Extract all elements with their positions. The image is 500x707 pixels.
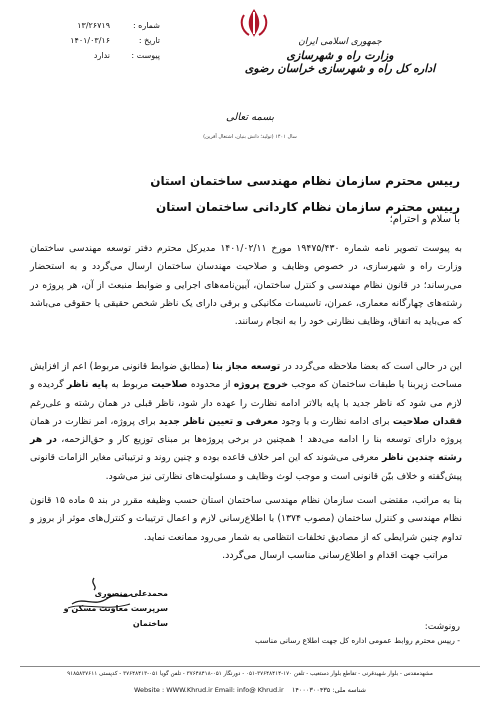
basmala: بسمه تعالی bbox=[225, 112, 275, 123]
org-line-3: اداره کل راه و شهرسازی خراسان رضوی bbox=[244, 62, 436, 75]
p2-text-g: مربوط به bbox=[108, 379, 152, 391]
reference-meta bbox=[20, 18, 160, 63]
footer-address: مشهدمقدس - بلوار شهیدقرنی - تقاطع بلوار دستغیب - تلفن ۱۷۰-۳۷۶۴۸۴۱۴-۰۵۱ - دورنگار ۰۵۱-۳۷۶۴۸۴۱۸ - تلفن گویا ۰۵۱-۳۷۶۴۸۴۱۳ - کدپستی ۹۱۸۵۸۳۷۶۱۱ bbox=[67, 671, 433, 677]
org-line-1: جمهوری اسلامی ایران bbox=[298, 37, 382, 47]
footer-national-id: شناسه ملی: ۱۴۰۰۰۳۰۰۴۳۵ bbox=[291, 686, 366, 694]
signer-title: سرپرست معاونت مسکن و ساختمان bbox=[63, 604, 168, 628]
p2-text-o: معرفی می‌شوند که این امر خلاف قاعده بوده و چنین روند و ترتیباتی مغایر الزامات قانونی پیش‌گفته و خلاف بیّن قانونی است و موجب لوث وظایف و مسئولیت‌های نظارتی نیز می‌شود. bbox=[30, 452, 462, 482]
year-motto: سال ۱۴۰۱ (تولید؛ دانش بنیان، اشتغال آفرین) bbox=[203, 134, 297, 140]
p2-bold-lack-of-competence: فقدان صلاحیت bbox=[392, 415, 463, 427]
attachment-row bbox=[20, 48, 160, 63]
letter-date-label: تاریخ : bbox=[138, 36, 160, 45]
recipients bbox=[40, 168, 460, 220]
paragraph-2 bbox=[30, 358, 462, 486]
p2-text-i: گردیده و لازم می شود که ناظر جدید با پایه بالاتر ادامه نظارت را عهده دار شود، ناظر قبلی در همان رشته و علی‌رغم bbox=[30, 379, 462, 409]
recipient-1: رییس محترم سازمان نظام مهندسی ساختمان استان bbox=[150, 174, 460, 188]
p2-bold-competence: صلاحیت bbox=[151, 379, 188, 391]
letter-number-label: شماره : bbox=[132, 21, 160, 30]
number-row bbox=[20, 18, 160, 33]
closing-line: مراتب جهت اقدام و اطلاع‌رسانی مناسب ارسال می‌گردد. bbox=[222, 550, 448, 561]
attachment-label: پیوست : bbox=[131, 51, 160, 60]
footer-divider bbox=[20, 666, 480, 667]
org-line-2: وزارت راه و شهرسازی bbox=[286, 49, 394, 62]
iran-emblem-icon bbox=[237, 6, 271, 40]
signer-block bbox=[48, 586, 168, 631]
p2-bold-project-exit: خروج پروژه bbox=[233, 379, 289, 391]
p2-bold-development: توسعه مجاز بنا bbox=[212, 361, 281, 372]
footer-contact bbox=[14, 686, 486, 694]
greeting: با سلام و احترام؛ bbox=[389, 214, 460, 225]
paragraph-1: به پیوست تصویر نامه شماره ۱۹۴۷۵/۴۳۰ مورخ ۱۴۰۱/۰۲/۱۱ مدیرکل محترم دفتر توسعه مهندسی ساختمان وزارت راه و شهرسازی، در خصوص وظایف و صلاحیت مهندسان ساختمان ارسال می‌گردد و به استحضار می‌رساند؛ در قانون نظام مهندسی و کنترل ساختمان، آیین‌نامه‌های اجرایی و ضوابط منبعث از آن، هر پروژه در رشته‌های چهارگانه معماری، عمران، تاسیسات مکانیکی و برقی دارای یک ناظر شخص حقیقی یا حقوقی می‌باشد که می‌باید به اتفاق، وظایف نظارتی خود را به انجام رسانند. bbox=[30, 243, 463, 328]
attachment-value: ندارد bbox=[93, 51, 110, 60]
p2-bold-new-supervisor: معرفی و تعیین ناظر جدید bbox=[158, 415, 279, 427]
copy-label: رونوشت: bbox=[424, 622, 460, 632]
signer-name: محمدعلی منصوری bbox=[94, 589, 168, 598]
p2-bold-supervisor-grade: پایه ناظر bbox=[66, 379, 109, 391]
letter-number: ۱۳/۲۶۷۱۹ bbox=[77, 21, 110, 30]
paragraph-3: بنا به مراتب، مقتضی است سازمان نظام مهندسی ساختمان استان حسب وظیفه مقرر در بند ۵ ماده ۱۵ قانون نظام مهندسی و کنترل ساختمان (مصوب ۱۳۷۴) با اطلاع‌رسانی لازم و اعمال ترتیبات و کنترل‌های موثر از بروز و تداوم چنین شرایطی که از مصادیق تخلفات انتظامی به شمار می‌رود ممانعت نماید. bbox=[30, 495, 463, 543]
p2-text-c: (مطابق ضوابط قانونی مربوط) اعم از افزایش مساحت زیربنا یا طبقات ساختمان که موجب bbox=[30, 361, 462, 391]
recipient-2: رییس محترم سازمان نظام کاردانی ساختمان استان bbox=[156, 200, 460, 214]
letter-date: ۱۴۰۱/۰۳/۱۶ bbox=[70, 36, 110, 45]
p2-text-a: این در حالی است که بعضا ملاحظه می‌گردد در bbox=[280, 361, 462, 372]
p2-bold-multiple-supervisors: در هر رشته چندین ناظر bbox=[30, 434, 462, 464]
p2-text-m: برای پروژه، امر نظارت در همان پروژه دارای توسعه بنا را ادامه می‌دهد ! همچنین در برخی پروژه‌ها بر مبنای توزیع کار و حق‌الزحمه، bbox=[30, 415, 463, 446]
p2-text-k: برای ادامه نظارت و با وجود bbox=[278, 415, 393, 427]
date-row bbox=[20, 33, 160, 48]
copy-item: - رییس محترم روابط عمومی اداره کل جهت اطلاع رسانی مناسب bbox=[255, 636, 460, 645]
p2-text-e: از محدوده bbox=[187, 379, 234, 391]
footer-web-email: Website : WWW.Khrud.ir Email: info@ Khrud.ir bbox=[133, 686, 284, 694]
organization-name bbox=[240, 36, 440, 75]
